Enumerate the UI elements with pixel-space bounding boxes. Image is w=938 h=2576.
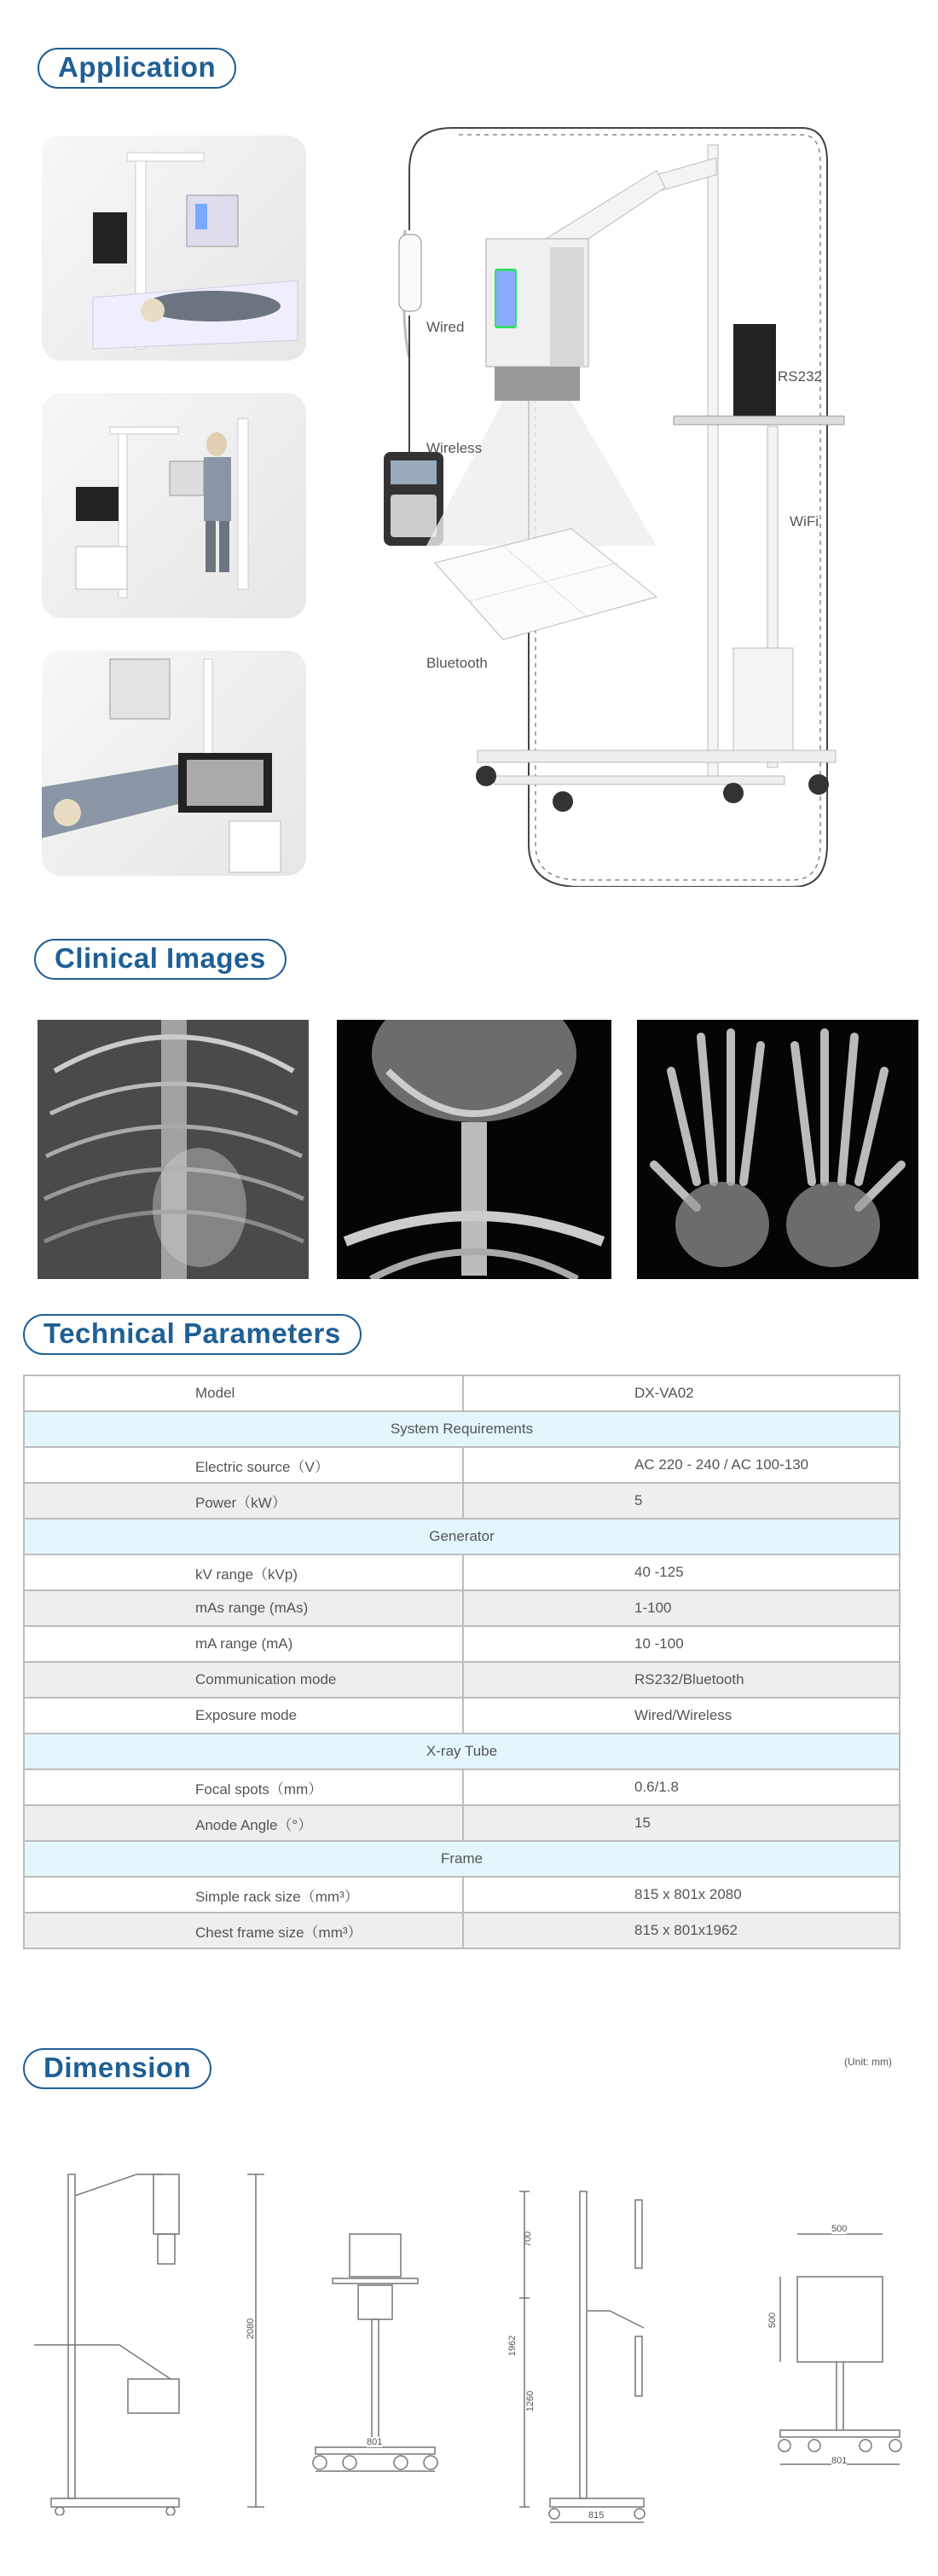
table-cell-key: Electric source（V） xyxy=(24,1447,463,1483)
label-wifi: WiFi xyxy=(790,513,819,530)
label-bluetooth: Bluetooth xyxy=(426,655,488,671)
table-cell-value: 1-100 xyxy=(463,1590,900,1626)
table-row xyxy=(24,1554,900,1590)
table-cell-key: mAs range (mAs) xyxy=(24,1590,463,1626)
table-cell-value: DX-VA02 xyxy=(463,1375,900,1411)
table-cell-value: 15 xyxy=(463,1805,900,1841)
clinical-image-chest xyxy=(38,1020,309,1279)
dimension-801-front: 801 xyxy=(367,2437,383,2447)
dimension-2080: 2080 xyxy=(246,2318,257,2340)
table-cell-key: Simple rack size（mm³） xyxy=(24,1877,463,1913)
table-cell-value: 0.6/1.8 xyxy=(463,1769,900,1805)
dimension-1260: 1260 xyxy=(525,2390,536,2412)
application-photo-standing xyxy=(42,393,306,618)
section-title-dimension xyxy=(23,2048,211,2089)
dimension-815: 815 xyxy=(588,2510,605,2521)
table-cell-value: 815 x 801x 2080 xyxy=(463,1877,900,1913)
table-cell-key: Anode Angle（°） xyxy=(24,1805,463,1841)
table-cell-key: Communication mode xyxy=(24,1662,463,1698)
table-cell-key: kV range（kVp) xyxy=(24,1554,463,1590)
table-cell-value: 40 -125 xyxy=(463,1554,900,1590)
table-row xyxy=(24,1769,900,1805)
unit-note: (Unit: mm) xyxy=(844,2056,892,2068)
table-cell-value: 5 xyxy=(463,1483,900,1519)
section-title-text: Clinical Images xyxy=(55,942,266,974)
table-row xyxy=(24,1698,900,1734)
table-section-title: X-ray Tube xyxy=(24,1734,900,1769)
section-title-technical xyxy=(23,1314,362,1355)
table-row xyxy=(24,1626,900,1662)
section-title-clinical xyxy=(34,939,287,980)
table-row xyxy=(24,1483,900,1519)
table-cell-key: Power（kW） xyxy=(24,1483,463,1519)
application-system-diagram xyxy=(375,119,870,887)
table-row xyxy=(24,1662,900,1698)
application-photo-bedside xyxy=(42,136,306,361)
table-row xyxy=(24,1877,900,1913)
dimension-500-top: 500 xyxy=(831,2224,848,2234)
table-section-header xyxy=(24,1519,900,1554)
dimension-1962: 1962 xyxy=(507,2335,518,2357)
table-section-header xyxy=(24,1734,900,1769)
section-title-text: Application xyxy=(58,51,217,83)
dimension-700: 700 xyxy=(523,2231,534,2248)
label-wired: Wired xyxy=(426,319,465,335)
section-title-application xyxy=(38,48,236,89)
section-title-text: Dimension xyxy=(43,2052,192,2083)
table-row xyxy=(24,1913,900,1948)
dimension-500-side: 500 xyxy=(767,2312,779,2329)
table-section-header xyxy=(24,1841,900,1877)
table-cell-key: mA range (mA) xyxy=(24,1626,463,1662)
table-section-title: Generator xyxy=(24,1519,900,1554)
label-rs232: RS232 xyxy=(778,368,822,385)
clinical-image-hands xyxy=(637,1020,918,1279)
table-cell-value: AC 220 - 240 / AC 100-130 xyxy=(463,1447,900,1483)
table-cell-key: Model xyxy=(24,1375,463,1411)
table-row xyxy=(24,1805,900,1841)
dimension-drawing-front-chest xyxy=(763,2217,917,2473)
table-row xyxy=(24,1447,900,1483)
table-cell-value: Wired/Wireless xyxy=(463,1698,900,1734)
table-section-title: System Requirements xyxy=(24,1411,900,1447)
table-section-header xyxy=(24,1411,900,1447)
table-cell-key: Focal spots（mm） xyxy=(24,1769,463,1805)
clinical-image-neck xyxy=(337,1020,611,1279)
parameters-table xyxy=(23,1375,900,1949)
label-wireless: Wireless xyxy=(426,440,483,456)
table-cell-value: RS232/Bluetooth xyxy=(463,1662,900,1698)
section-title-text: Technical Parameters xyxy=(43,1317,341,1349)
dimension-drawing-side-chest xyxy=(507,2183,669,2524)
dimension-drawing-front-simple xyxy=(298,2217,452,2473)
dimension-drawing-side-simple xyxy=(17,2157,273,2515)
table-cell-value: 815 x 801x1962 xyxy=(463,1913,900,1948)
table-cell-key: Chest frame size（mm³） xyxy=(24,1913,463,1948)
table-cell-key: Exposure mode xyxy=(24,1698,463,1734)
table-row xyxy=(24,1590,900,1626)
table-row xyxy=(24,1375,900,1411)
table-cell-value: 10 -100 xyxy=(463,1626,900,1662)
table-section-title: Frame xyxy=(24,1841,900,1877)
dimension-801-chest: 801 xyxy=(831,2456,848,2466)
application-photo-operating xyxy=(42,651,306,876)
